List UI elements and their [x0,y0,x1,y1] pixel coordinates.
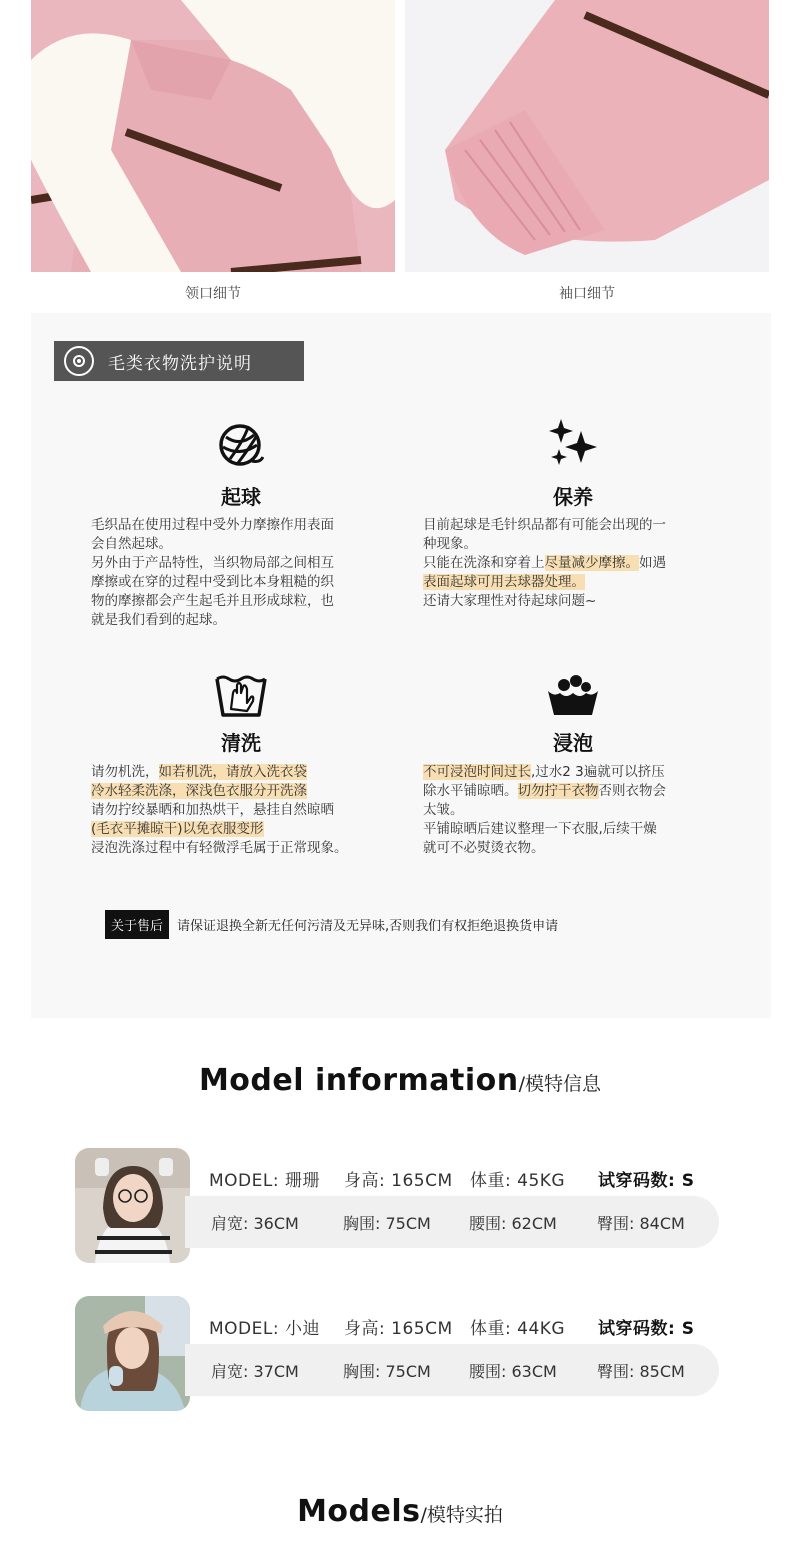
models-heading [0,1494,800,1529]
care-item-maintenance [423,423,723,643]
washing-line: 浸泡洗涤过程中有轻微浮毛属于正常现象。 [91,840,348,856]
care-header [54,341,304,381]
maintenance-line [423,554,723,573]
maintenance-line: 种现象。 [423,536,477,552]
maintenance-text [423,516,723,611]
model-measurements [185,1196,719,1248]
model-card [75,1148,720,1264]
models-title-cn: /模特实拍 [420,1504,503,1526]
washing-line [91,820,391,839]
washing-line [91,782,391,801]
soak-basin-icon [544,673,602,723]
pilling-line: 物的摩擦都会产生起毛并且形成球粒，也 [91,593,334,609]
model-measurements [185,1344,719,1396]
collar-caption: 领口细节 [185,286,241,302]
pilling-line: 会自然起球。 [91,536,172,552]
model-basic-info [209,1314,694,1339]
model-size: 试穿码数: S [598,1319,695,1339]
soaking-text-tail: 否则衣物会 [598,783,666,799]
model-basic-info [209,1166,694,1191]
yarn-ball-icon [218,423,264,473]
cuff-detail-photo [405,0,769,272]
aftersale-text: 请保证退换全新无任何污清及无异味,否则我们有权拒绝退换货申请 [177,919,559,934]
pilling-line: 毛织品在使用过程中受外力摩擦作用表面 [91,517,334,533]
washing-text-plain: 请勿机洗， [91,764,159,780]
model-info-heading [0,1063,800,1098]
model-waist: 腰围: 62CM [469,1213,557,1233]
soaking-line: 就可不必熨烫衣物。 [423,840,545,856]
soaking-line: 平铺晾晒后建议整理一下衣服,后续干燥 [423,821,657,837]
care-item-pilling [91,423,391,643]
sparkle-icon [547,417,599,473]
model-avatar [75,1296,190,1411]
washing-line: 请勿拧绞暴晒和加热烘干，悬挂自然晾晒 [91,802,334,818]
model-bust: 胸围: 75CM [343,1361,431,1381]
models-title-en: Models [297,1494,421,1529]
soaking-line [423,782,723,801]
maintenance-text-tail: 如遇 [639,555,666,571]
soaking-text-plain: 除水平铺晾晒。 [423,783,518,799]
washing-text [91,763,391,858]
pilling-line: 就是我们看到的起球。 [91,612,226,628]
care-item-soaking [423,673,723,873]
soaking-highlight: 不可浸泡时间过长 [423,764,531,780]
soaking-line [423,763,723,782]
maintenance-line: 还请大家理性对待起球问题~ [423,593,597,609]
washing-title: 清洗 [221,731,261,755]
care-header-title: 毛类衣物洗护说明 [108,353,252,374]
soaking-title: 浸泡 [553,731,593,755]
model-name: MODEL: 小迪 [209,1319,320,1339]
hand-wash-icon [213,673,269,723]
model-hip: 臀围: 84CM [597,1213,685,1233]
pilling-text [91,516,391,630]
model-waist: 腰围: 63CM [469,1361,557,1381]
washing-highlight: 如若机洗，请放入洗衣袋 [158,764,307,780]
model-shoulder: 肩宽: 36CM [211,1213,299,1233]
maintenance-text-plain: 只能在洗涤和穿着上 [423,555,545,571]
model-shoulder: 肩宽: 37CM [211,1361,299,1381]
model-info-title-cn: /模特信息 [518,1073,602,1095]
soaking-line: 太皱。 [423,802,464,818]
model-card [75,1296,720,1412]
aftersale-badge: 关于售后 [105,910,169,939]
collar-illustration [31,0,395,272]
soaking-highlight: 切勿拧干衣物 [517,783,599,799]
brand-logo-icon [64,346,94,376]
maintenance-line: 目前起球是毛针织品都有可能会出现的一 [423,517,666,533]
soaking-text-tail: ,过水2 3遍就可以挤压 [531,764,665,780]
model-avatar [75,1148,190,1263]
cuff-caption: 袖口细节 [559,286,615,302]
model-name: MODEL: 珊珊 [209,1171,320,1191]
maintenance-line [423,573,723,592]
model-hip: 臀围: 85CM [597,1361,685,1381]
pilling-line: 摩擦或在穿的过程中受到比本身粗糙的织 [91,574,334,590]
care-item-washing [91,673,391,873]
model-weight: 体重: 44KG [470,1319,566,1339]
maintenance-highlight: 表面起球可用去球器处理。 [423,574,585,590]
model-height: 身高: 165CM [344,1171,453,1191]
maintenance-highlight: 尽量减少摩擦。 [544,555,639,571]
model-size: 试穿码数: S [598,1171,695,1191]
washing-highlight: 冷水轻柔洗涤，深浅色衣服分开洗涤 [91,783,307,799]
collar-detail-photo [31,0,395,272]
cuff-illustration [405,0,769,272]
soaking-text [423,763,723,858]
model-weight: 体重: 45KG [470,1171,566,1191]
washing-highlight: (毛衣平摊晾干)以免衣服变形 [91,821,264,837]
maintenance-title: 保养 [553,485,593,509]
aftersale-notice [105,910,558,939]
pilling-line: 另外由于产品特性，当织物局部之间相互 [91,555,334,571]
pilling-title: 起球 [221,485,261,509]
model-height: 身高: 165CM [344,1319,453,1339]
washing-line [91,763,391,782]
model-info-title-en: Model information [198,1063,519,1098]
care-instructions-panel [31,313,771,1018]
model-bust: 胸围: 75CM [343,1213,431,1233]
